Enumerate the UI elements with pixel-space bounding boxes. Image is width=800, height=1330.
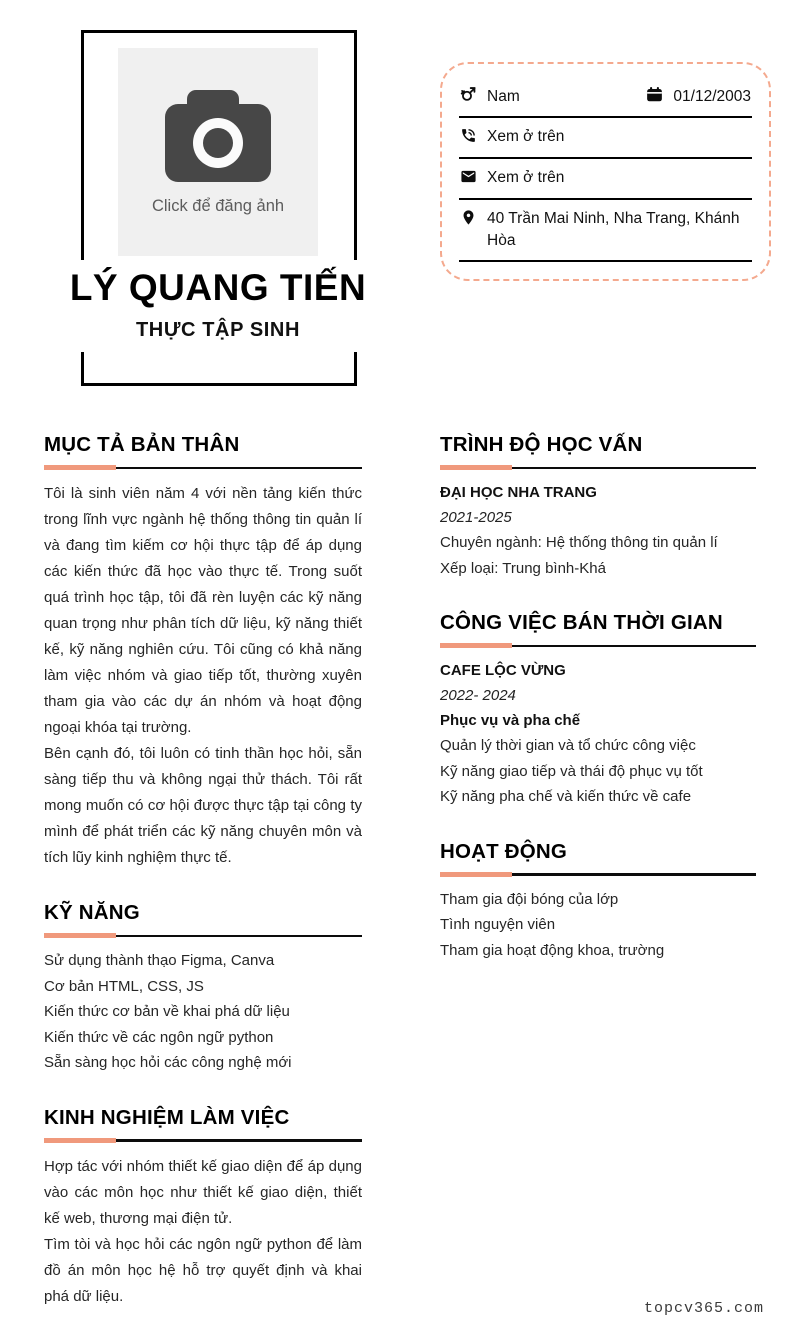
section-rule [440,872,756,877]
skill-item: Sử dụng thành thạo Figma, Canva [44,952,275,969]
education-years: 2021-2025 [440,509,512,526]
skill-item: Kiến thức về các ngôn ngữ python [44,1028,274,1046]
education-major: Chuyên ngành: Hệ thống thông tin quản lí [440,534,718,551]
activities-list [440,887,756,964]
gender-icon [460,85,477,108]
right-column [440,432,756,992]
section-rule [440,465,756,470]
section-skills [44,900,362,1076]
section-title-parttime: CÔNG VIỆC BÁN THỜI GIAN [440,611,723,634]
parttime-item: Kỹ năng giao tiếp và thái độ phục vụ tốt [440,762,703,780]
experience-paragraph: Hợp tác với nhóm thiết kế giao diện để áp dụng vào các môn học như thiết kế giao diện, thiết kế web, thương mại điện tử. [44,1157,362,1227]
dob-value: 01/12/2003 [673,87,751,105]
activity-item: Tham gia đội bóng của lớp [440,890,619,908]
section-activities [440,839,756,964]
section-experience [44,1105,362,1310]
section-parttime [440,610,756,810]
skills-list [44,948,362,1076]
section-about [44,432,362,871]
section-title-education: TRÌNH ĐỘ HỌC VẤN [440,433,643,456]
about-paragraph: Tôi là sinh viên năm 4 với nền tảng kiến thức trong lĩnh vực ngành hệ thống thông tin quản lí và đang tìm kiếm cơ hội thực tập để áp dụng các kiến thức đã học vào thực tế. Trong suốt quá trình học tập, tôi đã rèn luyện các kỹ năng quan trọng như phân tích dữ liệu, kỹ năng thiết kế, kỹ năng nghiên cứu. Tôi cũng có khả năng làm việc nhóm và giao tiếp tốt, thường xuyên tham gia vào các dự án nhóm và hoạt động ngoại khóa tại trường. [44,485,362,736]
photo-upload-hint: Click để đăng ảnh [151,197,285,215]
contact-row-phone[interactable] [459,118,752,159]
section-rule [44,1138,362,1143]
section-title-skills: KỸ NĂNG [44,901,140,924]
experience-paragraph: Tìm tòi và học hỏi các ngôn ngữ python để làm đồ án môn học hệ hỗ trợ quyết định và khai phá dữ liệu. [44,1235,362,1305]
candidate-name: LÝ QUANG TIẾN [69,267,367,308]
section-title-experience: KINH NGHIỆM LÀM VIỆC [44,1105,290,1129]
education-entry [440,480,756,581]
left-column [44,432,362,1330]
email-value: Xem ở trên [487,169,565,186]
calendar-icon [646,85,663,108]
gender-value: Nam [487,87,520,105]
activity-item: Tham gia hoạt động khoa, trường [440,941,665,959]
email-icon [460,167,477,190]
parttime-entry [440,658,756,810]
candidate-title: THỰC TẬP SINH [135,319,301,341]
address-value: 40 Trần Mai Ninh, Nha Trang, Khánh Hòa [487,210,740,249]
contact-row-email[interactable] [459,159,752,200]
skill-item: Sẵn sàng học hỏi các công nghệ mới [44,1054,292,1071]
parttime-company: CAFE LỘC VỪNG [440,662,566,679]
parttime-item: Quản lý thời gian và tổ chức công việc [440,737,696,754]
camera-icon [157,88,279,189]
activity-item: Tình nguyện viên [440,916,556,933]
photo-upload-box[interactable] [118,48,318,256]
skill-item: Kiến thức cơ bản về khai phá dữ liệu [44,1003,290,1020]
location-icon [460,208,477,231]
phone-icon [460,126,477,149]
skill-item: Cơ bản HTML, CSS, JS [44,977,204,995]
parttime-item: Kỹ năng pha chế và kiến thức về cafe [440,788,692,805]
name-block [34,260,402,352]
education-grade: Xếp loại: Trung bình-Khá [440,559,606,577]
section-title-about: MỤC TẢ BẢN THÂN [44,433,240,456]
section-education [440,432,756,581]
phone-value: Xem ở trên [487,128,565,145]
about-paragraph: Bên cạnh đó, tôi luôn có tinh thần học hỏi, sẵn sàng tiếp thu và không ngại thử thách. Tôi rất mong muốn có cơ hội được thực tập tại công ty mình để phát triển các kỹ năng chuyên môn và tích lũy kinh nghiệm thực tế. [44,745,362,866]
site-watermark: topcv365.com [643,1300,764,1317]
parttime-role: Phục vụ và pha chế [440,712,581,729]
education-school: ĐẠI HỌC NHA TRANG [440,484,597,501]
section-rule [440,643,756,648]
section-title-activities: HOẠT ĐỘNG [440,839,568,863]
contact-card [440,62,771,281]
section-rule [44,933,362,938]
parttime-years: 2022- 2024 [440,687,516,704]
contact-row-gender-dob[interactable] [459,77,752,118]
contact-row-address[interactable] [459,200,752,262]
section-rule [44,465,362,470]
